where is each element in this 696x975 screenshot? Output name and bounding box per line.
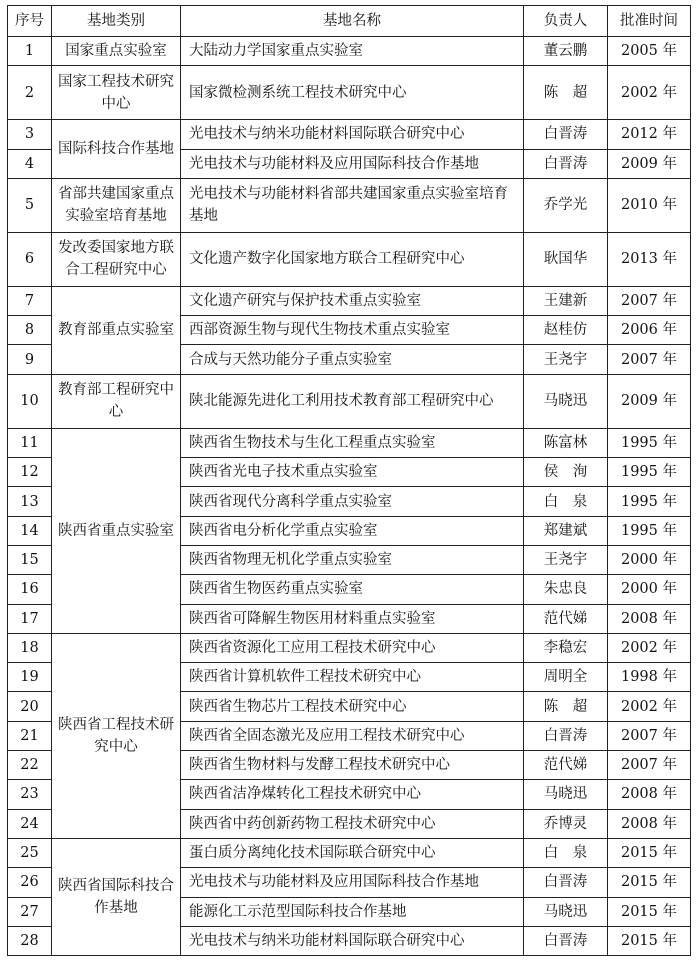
header-name: 基地名称 (181, 6, 524, 37)
cell-leader: 郑建斌 (524, 516, 608, 545)
cell-name: 西部资源生物与现代生物技术重点实验室 (181, 316, 524, 345)
cell-leader: 乔博灵 (524, 809, 608, 838)
cell-seq: 15 (8, 545, 52, 574)
header-row (8, 6, 691, 37)
cell-name: 光电技术与纳米功能材料国际联合研究中心 (181, 926, 524, 955)
cell-leader: 王建新 (524, 286, 608, 315)
cell-name: 陕西省生物技术与生化工程重点实验室 (181, 428, 524, 457)
table-row (8, 428, 691, 457)
cell-category: 发改委国家地方联合工程研究中心 (52, 232, 181, 286)
table-row (8, 286, 691, 315)
header-leader: 负责人 (524, 6, 608, 37)
cell-seq: 24 (8, 809, 52, 838)
cell-date: 2009 年 (608, 149, 691, 178)
cell-date: 2015 年 (608, 838, 691, 867)
cell-seq: 11 (8, 428, 52, 457)
cell-category: 国家工程技术研究中心 (52, 66, 181, 120)
table-row (8, 66, 691, 120)
cell-name: 陕西省中药创新药物工程技术研究中心 (181, 809, 524, 838)
cell-name: 蛋白质分离纯化技术国际联合研究中心 (181, 838, 524, 867)
table-row (8, 178, 691, 232)
bases-table (7, 5, 691, 956)
table-row (8, 838, 691, 867)
cell-category: 教育部重点实验室 (52, 286, 181, 374)
cell-category: 陕西省国际科技合作基地 (52, 838, 181, 955)
cell-leader: 王尧宇 (524, 345, 608, 374)
cell-date: 2002 年 (608, 633, 691, 662)
cell-seq: 20 (8, 692, 52, 721)
cell-name: 文化遗产数字化国家地方联合工程研究中心 (181, 232, 524, 286)
cell-name: 陕西省现代分离科学重点实验室 (181, 487, 524, 516)
table-row (8, 37, 691, 66)
cell-date: 2013 年 (608, 232, 691, 286)
cell-date: 2008 年 (608, 604, 691, 633)
cell-seq: 7 (8, 286, 52, 315)
cell-name: 陕西省资源化工应用工程技术研究中心 (181, 633, 524, 662)
cell-seq: 3 (8, 120, 52, 149)
cell-name: 陕西省计算机软件工程技术研究中心 (181, 663, 524, 692)
cell-seq: 18 (8, 633, 52, 662)
cell-name: 陕西省可降解生物医用材料重点实验室 (181, 604, 524, 633)
table-row (8, 232, 691, 286)
cell-date: 2015 年 (608, 926, 691, 955)
cell-category: 教育部工程研究中心 (52, 374, 181, 428)
cell-date: 2007 年 (608, 721, 691, 750)
cell-name: 陕西省全固态激光及应用工程技术研究中心 (181, 721, 524, 750)
cell-name: 陕西省物理无机化学重点实验室 (181, 545, 524, 574)
cell-date: 1995 年 (608, 516, 691, 545)
cell-leader: 白晋涛 (524, 721, 608, 750)
cell-category: 国际科技合作基地 (52, 120, 181, 179)
cell-date: 2008 年 (608, 809, 691, 838)
cell-seq: 2 (8, 66, 52, 120)
cell-seq: 12 (8, 458, 52, 487)
cell-name: 光电技术与功能材料及应用国际科技合作基地 (181, 868, 524, 897)
cell-date: 2002 年 (608, 66, 691, 120)
cell-seq: 23 (8, 780, 52, 809)
cell-name: 光电技术与功能材料省部共建国家重点实验室培育基地 (181, 178, 524, 232)
cell-seq: 16 (8, 575, 52, 604)
cell-date: 1995 年 (608, 487, 691, 516)
cell-date: 2015 年 (608, 868, 691, 897)
cell-leader: 李稳宏 (524, 633, 608, 662)
cell-date: 2000 年 (608, 545, 691, 574)
cell-name: 陕西省电分析化学重点实验室 (181, 516, 524, 545)
cell-seq: 8 (8, 316, 52, 345)
cell-leader: 陈 超 (524, 66, 608, 120)
cell-leader: 范代娣 (524, 604, 608, 633)
cell-seq: 27 (8, 897, 52, 926)
cell-seq: 6 (8, 232, 52, 286)
cell-date: 2007 年 (608, 751, 691, 780)
cell-date: 2007 年 (608, 286, 691, 315)
cell-category: 省部共建国家重点实验室培育基地 (52, 178, 181, 232)
cell-name: 文化遗产研究与保护技术重点实验室 (181, 286, 524, 315)
cell-leader: 白 泉 (524, 487, 608, 516)
cell-leader: 王尧宇 (524, 545, 608, 574)
cell-seq: 4 (8, 149, 52, 178)
cell-leader: 陈 超 (524, 692, 608, 721)
cell-date: 2007 年 (608, 345, 691, 374)
cell-leader: 白晋涛 (524, 868, 608, 897)
cell-seq: 17 (8, 604, 52, 633)
cell-leader: 赵桂仿 (524, 316, 608, 345)
cell-name: 合成与天然功能分子重点实验室 (181, 345, 524, 374)
cell-name: 国家微检测系统工程技术研究中心 (181, 66, 524, 120)
cell-date: 1995 年 (608, 428, 691, 457)
cell-seq: 14 (8, 516, 52, 545)
cell-leader: 白晋涛 (524, 149, 608, 178)
cell-leader: 白 泉 (524, 838, 608, 867)
cell-date: 2008 年 (608, 780, 691, 809)
cell-leader: 朱忠良 (524, 575, 608, 604)
cell-date: 2009 年 (608, 374, 691, 428)
cell-seq: 26 (8, 868, 52, 897)
cell-name: 陕西省洁净煤转化工程技术研究中心 (181, 780, 524, 809)
cell-category: 陕西省工程技术研究中心 (52, 633, 181, 838)
cell-name: 光电技术与纳米功能材料国际联合研究中心 (181, 120, 524, 149)
cell-seq: 25 (8, 838, 52, 867)
cell-leader: 马晓迅 (524, 897, 608, 926)
cell-leader: 马晓迅 (524, 780, 608, 809)
cell-seq: 13 (8, 487, 52, 516)
cell-name: 光电技术与功能材料及应用国际科技合作基地 (181, 149, 524, 178)
cell-date: 2012 年 (608, 120, 691, 149)
cell-date: 2005 年 (608, 37, 691, 66)
cell-date: 2010 年 (608, 178, 691, 232)
cell-leader: 耿国华 (524, 232, 608, 286)
header-seq: 序号 (8, 6, 52, 37)
header-category: 基地类别 (52, 6, 181, 37)
cell-name: 陕西省生物芯片工程技术研究中心 (181, 692, 524, 721)
cell-seq: 19 (8, 663, 52, 692)
header-date: 批准时间 (608, 6, 691, 37)
cell-seq: 10 (8, 374, 52, 428)
cell-leader: 周明全 (524, 663, 608, 692)
cell-name: 大陆动力学国家重点实验室 (181, 37, 524, 66)
cell-date: 2000 年 (608, 575, 691, 604)
cell-name: 陕西省光电子技术重点实验室 (181, 458, 524, 487)
cell-leader: 马晓迅 (524, 374, 608, 428)
cell-seq: 22 (8, 751, 52, 780)
cell-name: 陕西省生物材料与发酵工程技术研究中心 (181, 751, 524, 780)
table-row (8, 633, 691, 662)
cell-seq: 21 (8, 721, 52, 750)
cell-leader: 乔学光 (524, 178, 608, 232)
cell-leader: 侯 洵 (524, 458, 608, 487)
table-row (8, 374, 691, 428)
cell-name: 陕北能源先进化工利用技术教育部工程研究中心 (181, 374, 524, 428)
cell-seq: 1 (8, 37, 52, 66)
cell-leader: 陈富林 (524, 428, 608, 457)
cell-leader: 白晋涛 (524, 120, 608, 149)
cell-seq: 28 (8, 926, 52, 955)
cell-date: 1995 年 (608, 458, 691, 487)
cell-leader: 董云鹏 (524, 37, 608, 66)
cell-date: 2006 年 (608, 316, 691, 345)
cell-category: 陕西省重点实验室 (52, 428, 181, 633)
cell-leader: 范代娣 (524, 751, 608, 780)
cell-date: 1998 年 (608, 663, 691, 692)
cell-date: 2002 年 (608, 692, 691, 721)
cell-seq: 5 (8, 178, 52, 232)
cell-seq: 9 (8, 345, 52, 374)
cell-name: 陕西省生物医药重点实验室 (181, 575, 524, 604)
cell-category: 国家重点实验室 (52, 37, 181, 66)
cell-name: 能源化工示范型国际科技合作基地 (181, 897, 524, 926)
table-row (8, 120, 691, 149)
cell-date: 2015 年 (608, 897, 691, 926)
cell-leader: 白晋涛 (524, 926, 608, 955)
